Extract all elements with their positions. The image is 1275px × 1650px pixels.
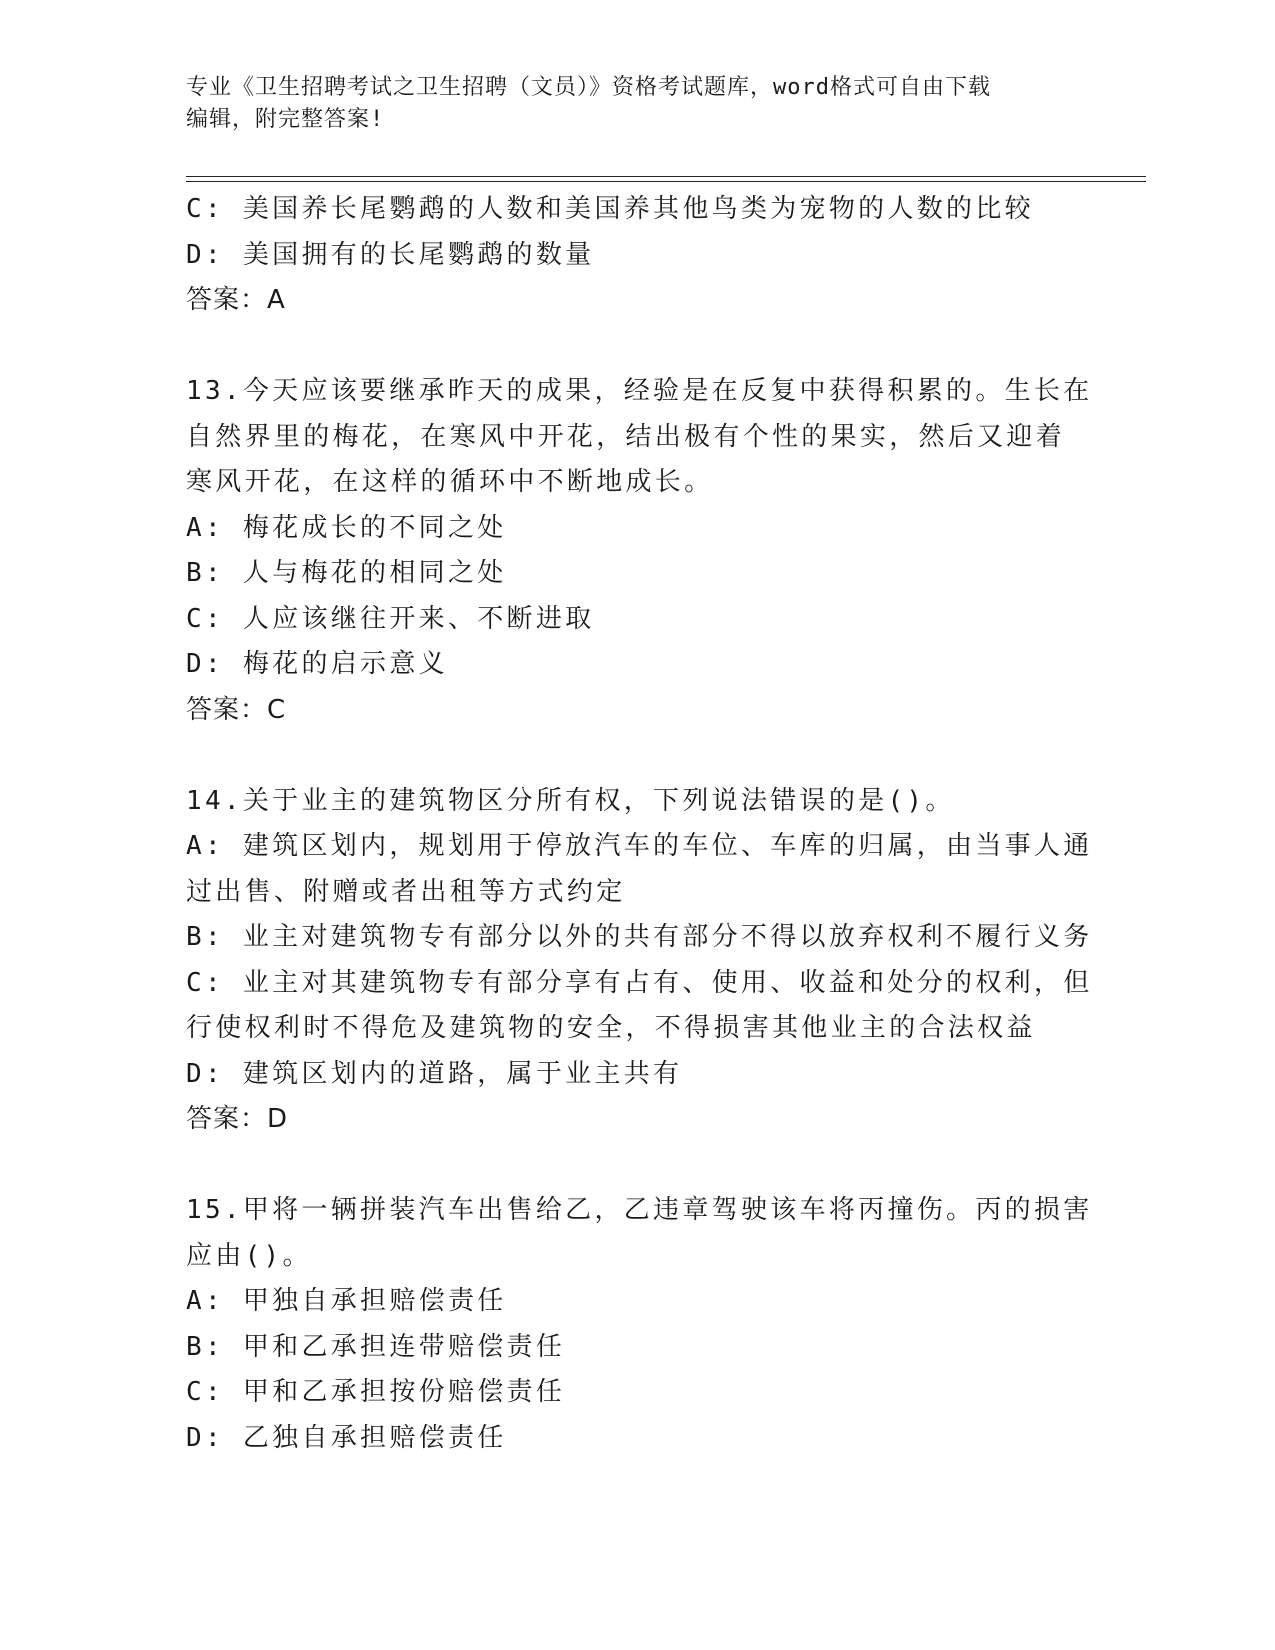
header-line-1: 专业《卫生招聘考试之卫生招聘（文员）》资格考试题库，word格式可自由下载 bbox=[186, 75, 991, 100]
question-12 bbox=[186, 187, 1076, 324]
question-14 bbox=[186, 779, 1093, 1143]
q12-option-c: C: 美国养长尾鹦鹉的人数和美国养其他鸟类为宠物的人数的比较 bbox=[186, 194, 1034, 224]
q12-option-d: D: 美国拥有的长尾鹦鹉的数量 bbox=[186, 239, 595, 270]
q14-option-c-line-2: 行使权利时不得危及建筑物的安全，不得损害其他业主的合法权益 bbox=[186, 1013, 1036, 1043]
spacer bbox=[186, 324, 1076, 370]
q13-stem-line-3: 寒风开花，在这样的循环中不断地成长。 bbox=[186, 467, 714, 497]
header-divider-top bbox=[186, 176, 1146, 177]
q13-answer: 答案：C bbox=[186, 694, 287, 725]
header-divider-bottom bbox=[186, 181, 1146, 182]
q15-option-a: A: 甲独自承担赔偿责任 bbox=[186, 1286, 507, 1316]
q14-option-a-line-2: 过出售、附赠或者出租等方式约定 bbox=[186, 876, 626, 907]
q13-option-a: A: 梅花成长的不同之处 bbox=[186, 512, 507, 543]
q13-option-b: B: 人与梅花的相同之处 bbox=[186, 558, 507, 588]
question-content bbox=[186, 187, 1093, 1461]
q15-option-d: D: 乙独自承担赔偿责任 bbox=[186, 1422, 507, 1453]
spacer bbox=[186, 1143, 1076, 1189]
question-15 bbox=[186, 1188, 1093, 1461]
q14-option-b: B: 业主对建筑物专有部分以外的共有部分不得以放弃权利不履行义务 bbox=[186, 922, 1093, 952]
q14-answer: 答案：D bbox=[186, 1104, 289, 1134]
q15-option-c: C: 甲和乙承担按份赔偿责任 bbox=[186, 1377, 566, 1407]
q14-option-a-line-1: A: 建筑区划内，规划用于停放汽车的车位、车库的归属，由当事人通 bbox=[186, 831, 1093, 861]
q15-option-b: B: 甲和乙承担连带赔偿责任 bbox=[186, 1331, 566, 1362]
q13-stem-line-1: 13.今天应该要继承昨天的成果，经验是在反复中获得积累的。生长在 bbox=[186, 376, 1093, 406]
q14-stem: 14.关于业主的建筑物区分所有权，下列说法错误的是()。 bbox=[186, 785, 955, 816]
q15-stem-line-2: 应由()。 bbox=[186, 1240, 312, 1271]
q13-option-d: D: 梅花的启示意义 bbox=[186, 649, 448, 679]
q14-option-c-line-1: C: 业主对其建筑物专有部分享有占有、使用、收益和处分的权利，但 bbox=[186, 967, 1093, 998]
q13-stem-line-2: 自然界里的梅花，在寒风中开花，结出极有个性的果实，然后又迎着 bbox=[186, 421, 1066, 452]
q15-stem-line-1: 15.甲将一辆拼装汽车出售给乙，乙违章驾驶该车将丙撞伤。丙的损害 bbox=[186, 1195, 1093, 1225]
spacer bbox=[186, 733, 1076, 779]
document-header bbox=[186, 72, 1066, 136]
question-13 bbox=[186, 369, 1093, 733]
header-line-2: 编辑，附完整答案! bbox=[186, 107, 385, 132]
q14-option-d: D: 建筑区划内的道路，属于业主共有 bbox=[186, 1058, 683, 1089]
q13-option-c: C: 人应该继往开来、不断进取 bbox=[186, 603, 595, 634]
q12-answer: 答案：A bbox=[186, 285, 286, 315]
